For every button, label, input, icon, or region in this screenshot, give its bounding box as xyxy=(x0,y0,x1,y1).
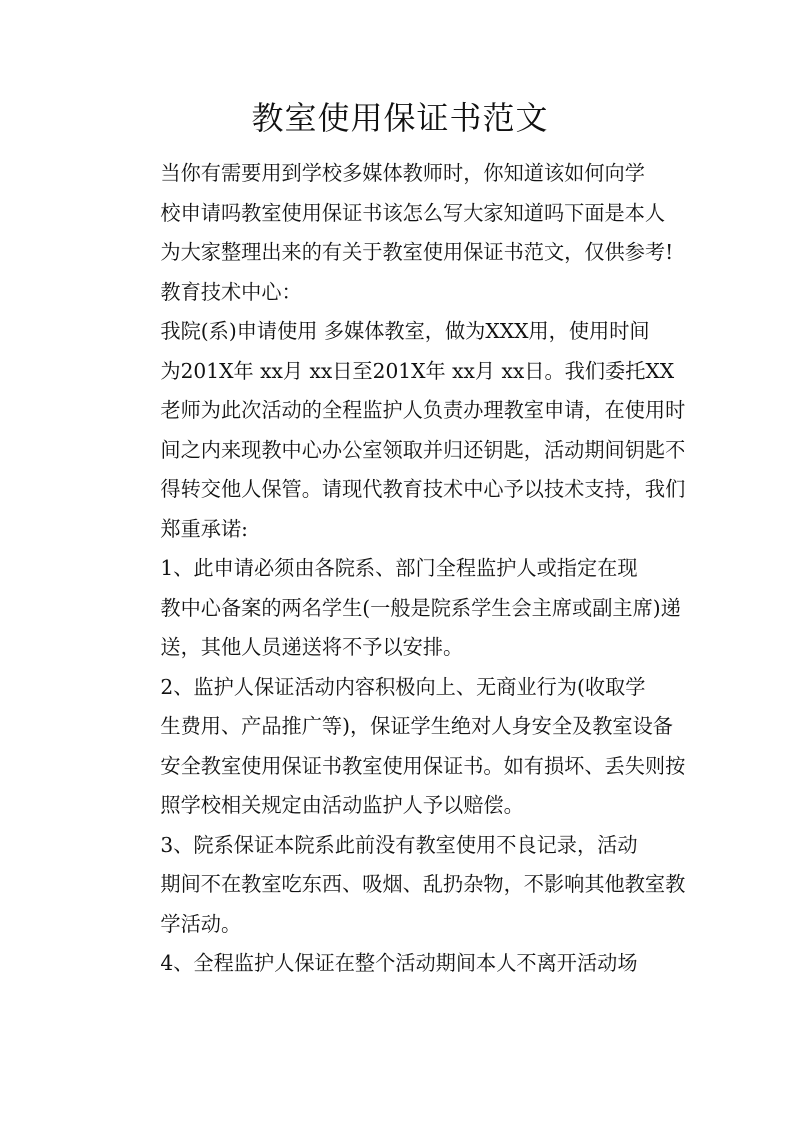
paragraph-line: 学活动。 xyxy=(160,911,242,936)
paragraph-line: 校申请吗教室使用保证书该怎么写大家知道吗下面是本人 xyxy=(160,200,666,225)
paragraph-commitment-1 xyxy=(120,549,685,668)
document-body xyxy=(120,154,685,984)
paragraph-intro xyxy=(120,154,685,273)
paragraph-line: 送，其他人员递送将不予以安排。 xyxy=(160,635,464,659)
paragraph-line: 照学校相关规定由活动监护人予以赔偿。 xyxy=(160,793,524,817)
paragraph-request xyxy=(120,312,685,549)
paragraph-recipient xyxy=(120,273,685,313)
paragraph-line: 期间不在教室吃东西、吸烟、乱扔杂物，不影响其他教室教 xyxy=(160,872,685,896)
paragraph-commitment-2 xyxy=(120,668,685,826)
document-title: 教室使用保证书范文 xyxy=(251,99,549,137)
paragraph-line: 教育技术中心： xyxy=(160,279,302,304)
paragraph-commitment-4 xyxy=(120,944,685,984)
paragraph-line: 3、院系保证本院系此前没有教室使用不良记录，活动 xyxy=(160,832,638,857)
paragraph-line: 安全教室使用保证书教室使用保证书。如有损坏、丢失则按 xyxy=(160,753,685,778)
paragraph-line: 得转交他人保管。请现代教育技术中心予以技术支持，我们 xyxy=(160,477,685,501)
paragraph-line: 2、监护人保证活动内容积极向上、无商业行为(收取学 xyxy=(160,674,646,699)
paragraph-line: 当你有需要用到学校多媒体教师时，你知道该如何向学 xyxy=(160,161,645,185)
paragraph-line: 老师为此次活动的全程监护人负责办理教室申请，在使用时 xyxy=(160,398,685,422)
paragraph-line: 4、全程监护人保证在整个活动期间本人不离开活动场 xyxy=(160,951,638,975)
paragraph-line: 郑重承诺: xyxy=(160,516,248,541)
paragraph-line: 生费用、产品推广等)，保证学生绝对人身安全及教室设备 xyxy=(160,714,673,738)
paragraph-line: 为201X年 xx月 xx日至201X年 xx月 xx日。我们委托XX xyxy=(160,358,675,383)
paragraph-commitment-3 xyxy=(120,826,685,945)
paragraph-line: 我院(系)申请使用 多媒体教室，做为XXX用，使用时间 xyxy=(160,319,650,343)
paragraph-line: 为大家整理出来的有关于教室使用保证书范文，仅供参考! xyxy=(160,240,674,264)
paragraph-line: 1、此申请必须由各院系、部门全程监护人或指定在现 xyxy=(160,556,638,580)
paragraph-line: 间之内来现教中心办公室领取并归还钥匙，活动期间钥匙不 xyxy=(160,437,685,462)
paragraph-line: 教中心备案的两名学生(一般是院系学生会主席或副主席)递 xyxy=(160,595,681,620)
